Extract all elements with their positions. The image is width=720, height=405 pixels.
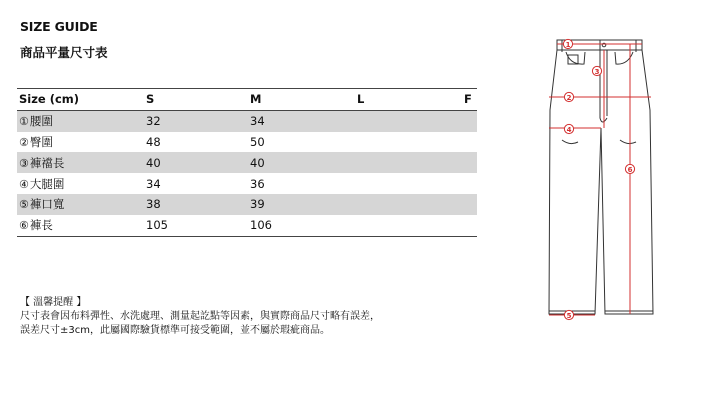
- table-row-leg-opening: [17, 194, 477, 215]
- row-label-text: 褲口寬: [29, 197, 65, 212]
- column-header-s: S: [136, 89, 240, 111]
- cell-f: [451, 132, 477, 153]
- row-number: ⑤: [19, 198, 29, 212]
- table-row-waist: [17, 110, 477, 131]
- table-row-rise: [17, 152, 477, 173]
- cell-l: [344, 132, 451, 153]
- column-header-size: Size (cm): [17, 89, 136, 111]
- notes-heading: 【 溫馨提醒 】: [20, 297, 87, 308]
- cell-m: 106: [240, 215, 344, 236]
- row-label: [17, 194, 136, 215]
- table-header-row: [17, 89, 477, 111]
- row-number: ③: [19, 156, 29, 170]
- cell-s: 34: [146, 176, 161, 191]
- cell-m: 50: [250, 134, 265, 149]
- table-row-hip: [17, 132, 477, 153]
- cell-m: 40: [240, 152, 344, 173]
- row-label-text: 褲長: [29, 218, 53, 233]
- row-label: [17, 110, 136, 131]
- row-label-text: 大腿圍: [29, 176, 65, 191]
- cell-m: 36: [250, 176, 265, 191]
- row-label: [17, 152, 136, 173]
- table-row-thigh: [17, 173, 477, 194]
- row-number: ②: [19, 135, 29, 149]
- marker-5-label: 5: [566, 312, 572, 320]
- notes-block: [20, 296, 380, 338]
- cell-f: [451, 152, 477, 173]
- cell-l: [344, 110, 451, 131]
- size-table: [17, 88, 477, 237]
- cell-f: [451, 110, 477, 131]
- row-number: ①: [19, 115, 29, 129]
- cell-m: 34: [240, 110, 344, 131]
- marker-1-label: 1: [565, 41, 571, 49]
- column-header-f: F: [451, 89, 477, 111]
- cell-s: 105: [136, 215, 240, 236]
- row-label: [17, 132, 136, 153]
- notes-line-2: 誤差尺寸±3cm，此屬國際驗貨標準可接受範圍，並不屬於瑕疵商品。: [20, 325, 330, 336]
- row-label-text: 褲襠長: [29, 155, 65, 170]
- row-number: ⑥: [19, 219, 29, 233]
- cell-f: [451, 215, 477, 236]
- cell-s: 32: [136, 110, 240, 131]
- page-subtitle: 商品平量尺寸表: [20, 45, 108, 60]
- row-label: [17, 215, 136, 236]
- pants-measurement-diagram: [540, 30, 660, 325]
- marker-3-label: 3: [594, 68, 600, 76]
- cell-s: 48: [146, 134, 161, 149]
- cell-s: 40: [136, 152, 240, 173]
- pants-outline-icon: [549, 40, 653, 314]
- row-label-text: 臀圍: [29, 134, 53, 149]
- cell-l: [344, 194, 451, 215]
- cell-s: 38: [136, 194, 240, 215]
- cell-l: [344, 152, 451, 173]
- cell-f: [451, 173, 477, 194]
- page-title: SIZE GUIDE: [20, 19, 98, 34]
- row-label-text: 腰圍: [29, 114, 53, 129]
- column-header-l: L: [344, 89, 451, 111]
- row-label: [17, 173, 136, 194]
- cell-f: [451, 194, 477, 215]
- cell-l: [344, 215, 451, 236]
- row-number: ④: [19, 177, 29, 191]
- cell-l: [344, 173, 451, 194]
- marker-2-label: 2: [566, 94, 572, 102]
- marker-6-label: 6: [627, 166, 633, 174]
- notes-line-1: 尺寸表會因布料彈性、水洗處理、測量起訖點等因素，與實際商品尺寸略有誤差，: [20, 311, 380, 322]
- table-row-length: [17, 215, 477, 236]
- marker-4-label: 4: [566, 126, 572, 134]
- cell-m: 39: [240, 194, 344, 215]
- column-header-m: M: [240, 89, 344, 111]
